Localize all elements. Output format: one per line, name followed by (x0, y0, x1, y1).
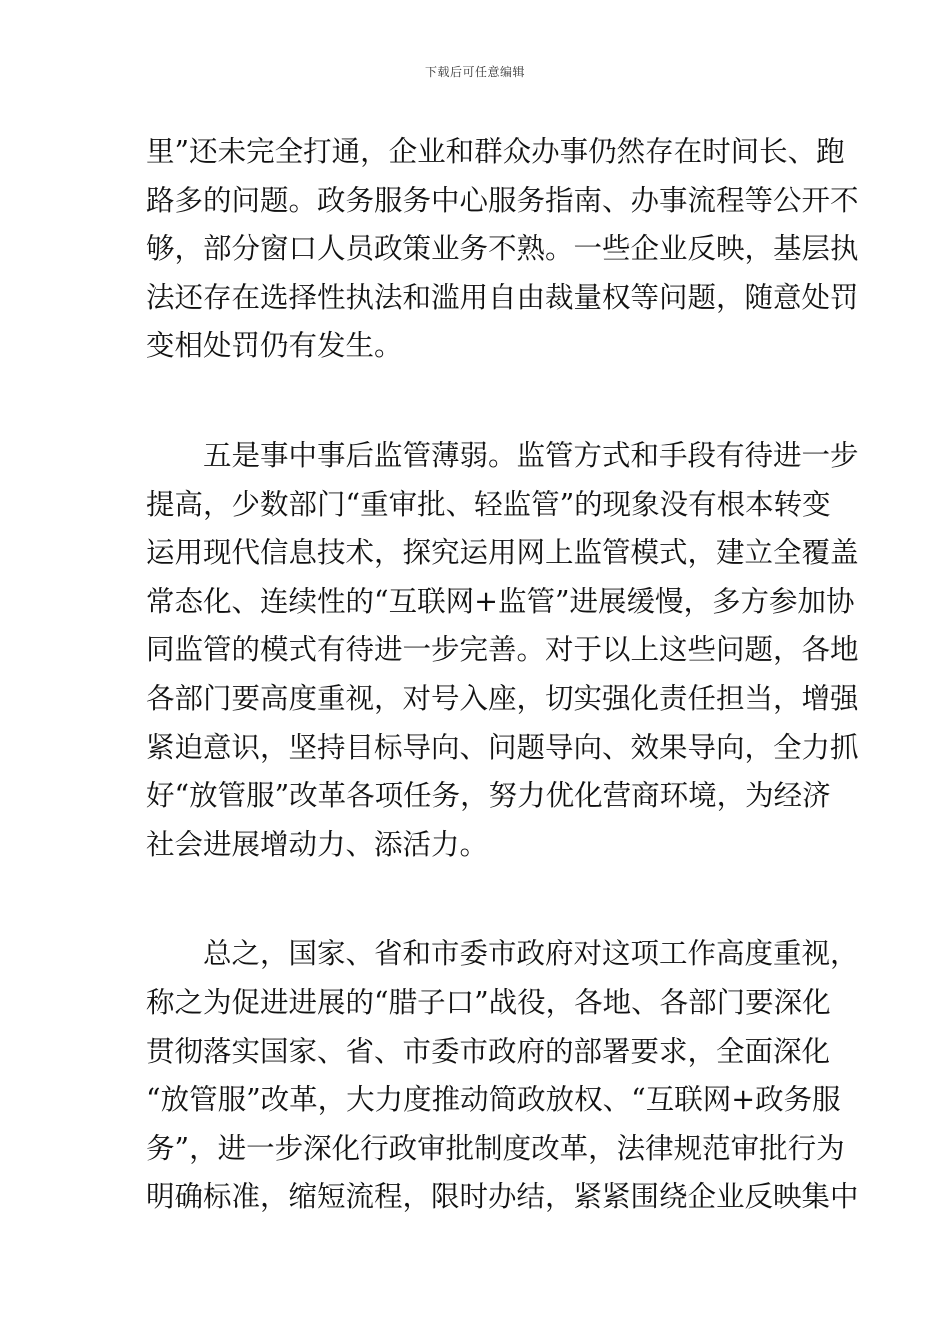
paragraph-line: 常态化、连续性的“互联网+监管”进展缓慢，多方参加协 (146, 584, 855, 618)
document-body (146, 128, 859, 1222)
paragraph-line: “放管服”改革，大力度推动简政放权、“互联网+政务服 (146, 1083, 841, 1117)
paragraph-line: 里”还未完全打通，企业和群众办事仍然存在时间长、跑 (146, 135, 845, 168)
paragraph-spacer (146, 371, 808, 432)
paragraph-line: 总之，国家、省和市委市政府对这项工作高度重视， (146, 937, 859, 971)
paragraph-1 (146, 128, 859, 371)
paragraph-line: 明确标准，缩短流程，限时办结，紧紧围绕企业反映集中 (146, 1180, 859, 1214)
paragraph-line: 贯彻落实国家、省、市委市政府的部署要求，全面深化 (146, 1034, 831, 1068)
paragraph-line: 路多的问题。政务服务中心服务指南、办事流程等公开不 (146, 183, 859, 217)
paragraph-line: 社会进展增动力、添活力。 (146, 827, 489, 861)
paragraph-line: 好“放管服”改革各项任务，努力优化营商环境，为经济 (146, 779, 831, 813)
paragraph-line: 提高，少数部门“重审批、轻监管”的现象没有根本转变 (146, 487, 831, 521)
paragraph-line: 五是事中事后监管薄弱。监管方式和手段有待进一步 (146, 438, 859, 472)
paragraph-line: 运用现代信息技术，探究运用网上监管模式，建立全覆盖 (146, 536, 859, 570)
header-note: 下载后可任意编辑 (424, 65, 525, 79)
paragraph-line: 务”，进一步深化行政审批制度改革，法律规范审批行为 (146, 1131, 845, 1165)
paragraph-line: 同监管的模式有待进一步完善。对于以上这些问题，各地 (146, 633, 859, 667)
paragraph-line: 称之为促进进展的“腊子口”战役，各地、各部门要深化 (146, 985, 831, 1019)
paragraph-line: 变相处罚仍有发生。 (146, 329, 403, 363)
paragraph-line: 法还存在选择性执法和滥用自由裁量权等问题，随意处罚 (146, 280, 859, 314)
paragraph-line: 够，部分窗口人员政策业务不熟。一些企业反映，基层执 (146, 232, 859, 266)
paragraph-line: 紧迫意识，坚持目标导向、问题导向、效果导向，全力抓 (146, 730, 859, 764)
paragraph-3 (146, 930, 859, 1222)
paragraph-2 (146, 432, 859, 869)
paragraph-line: 各部门要高度重视，对号入座，切实强化责任担当，增强 (146, 681, 859, 715)
paragraph-spacer (146, 869, 808, 930)
